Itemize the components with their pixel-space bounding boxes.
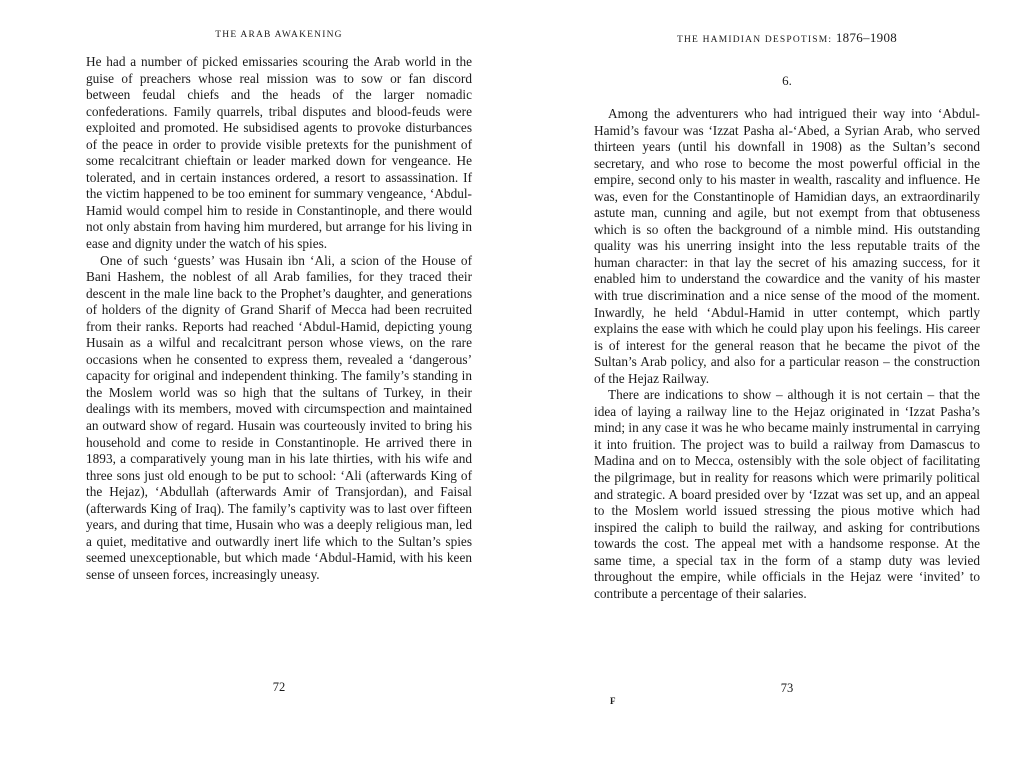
right-running-head-title: THE HAMIDIAN DESPOTISM:	[676, 35, 833, 45]
left-page-number: 72	[272, 680, 286, 694]
right-paragraph-1: Among the adventurers who had intrigued their way into ‘Abdul-Hamid’s favour was ‘Izzat Pasha al-‘Abed, a Syrian Arab, who served thirteen years (until his downfall in 1908) as the Sultan’s second secretary, and who rose to become the most powerful official in the empire, second only to his master in wealth, rascality and influence. He was, even for the Constantinople of Hamidian days, an extraordinarily astute man, cunning and agile, but not exempt from that obtuseness which is so often the background of a nimble mind. His outstanding quality was his unerring insight into the less reputable traits of the human character: in that lay the secret of his amazing success, for it enabled him to understand the cowardice and the vanity of his master with true discrimination and a nice sense of the mood of the moment. Inwardly, he held ‘Abdul-Hamid in utter contempt, which partly explains the ease with which he could play upon his feelings. His career is of interest for the general reason that he became the pivot of the Sultan’s Arab policy, and also for a particular reason – the construction of the Hejaz Railway.	[594, 106, 980, 386]
signature-mark: F	[610, 696, 616, 706]
section-number: 6.	[782, 73, 792, 88]
right-paragraph-2: There are indications to show – although it is not certain – that the idea of laying a railway line to the Hejaz originated in ‘Izzat Pasha’s mind; in any case it was he who became mainly instrumental in carrying it into fruition. The project was to build a railway from Damascus to Madina and on to Mecca, ostensibly with the sole object of facilitating the pilgrimage, but in reality for reasons which were primarily political and strategic. A board presided over by ‘Izzat was set up, and an appeal to the Moslem world issued stressing the pious motive which had inspired the caliph to build the railway, and asking for contributions towards the cost. The appeal met with a handsome response. At the same time, a special tax in the form of a stamp duty was levied throughout the empire, while officials in the Hejaz were ‘invited’ to contribute a percentage of their salaries.	[594, 387, 980, 601]
right-body-text	[594, 106, 980, 602]
left-paragraph-2: One of such ‘guests’ was Husain ibn ‘Ali, a scion of the House of Bani Hashem, the noblest of all Arab families, for they traced their descent in the male line back to the Prophet’s daughter, and generations of holders of the dignity of Grand Sharif of Mecca had been recruited from their ranks. Reports had reached ‘Abdul-Hamid, depicting young Husain as a wilful and recalcitrant person whose views, on the rare occasions when he consented to express them, revealed a ‘dangerous’ capacity for original and independent thinking. The family’s standing in the Moslem world was so high that the sultans of Turkey, in their dealings with its members, moved with circumspection and maintained an outward show of regard. Husain was courteously invited to bring his household and come to reside in Constantinople. He arrived there in 1893, a comparatively young man in his late thirties, with his wife and three sons just old enough to be put to school: ‘Ali (afterwards King of the Hejaz), ‘Abdullah (afterwards Amir of Transjordan), and Faisal (afterwards King of Iraq). The family’s captivity was to last over fifteen years, and during that time, Husain who was a deeply religious man, led a quiet, meditative and outwardly inert life which to the Sultan’s spies seemed unexceptionable, but which made ‘Abdul-Hamid, with his keen sense of unseen forces, increasingly uneasy.	[86, 252, 472, 582]
left-page	[86, 0, 472, 766]
right-running-head-years: 1876–1908	[835, 30, 898, 45]
right-running-head	[594, 30, 980, 46]
right-page	[594, 0, 980, 766]
right-page-number: 73	[780, 681, 794, 695]
left-body-text	[86, 54, 472, 584]
left-running-head: THE ARAB AWAKENING	[215, 30, 343, 40]
left-paragraph-1: He had a number of picked emissaries scouring the Arab world in the guise of preachers whose real mission was to sow or fan discord between feudal chiefs and the heads of the larger nomadic confederations. Family quarrels, tribal disputes and blood-feuds were exploited and promoted. He subsidised agents to provoke disturbances of the peace in order to provide visible pretexts for the punishment of some recalcitrant chieftain or leader marked down for vengeance. He tolerated, and in certain instances ordered, a resort to assassination. If the victim happened to be too eminent for summary vengeance, ‘Abdul-Hamid would compel him to reside in Constantinople, and there would not only abstain from having him murdered, but arrange for his living in ease and dignity under the watch of his spies.	[86, 54, 472, 252]
